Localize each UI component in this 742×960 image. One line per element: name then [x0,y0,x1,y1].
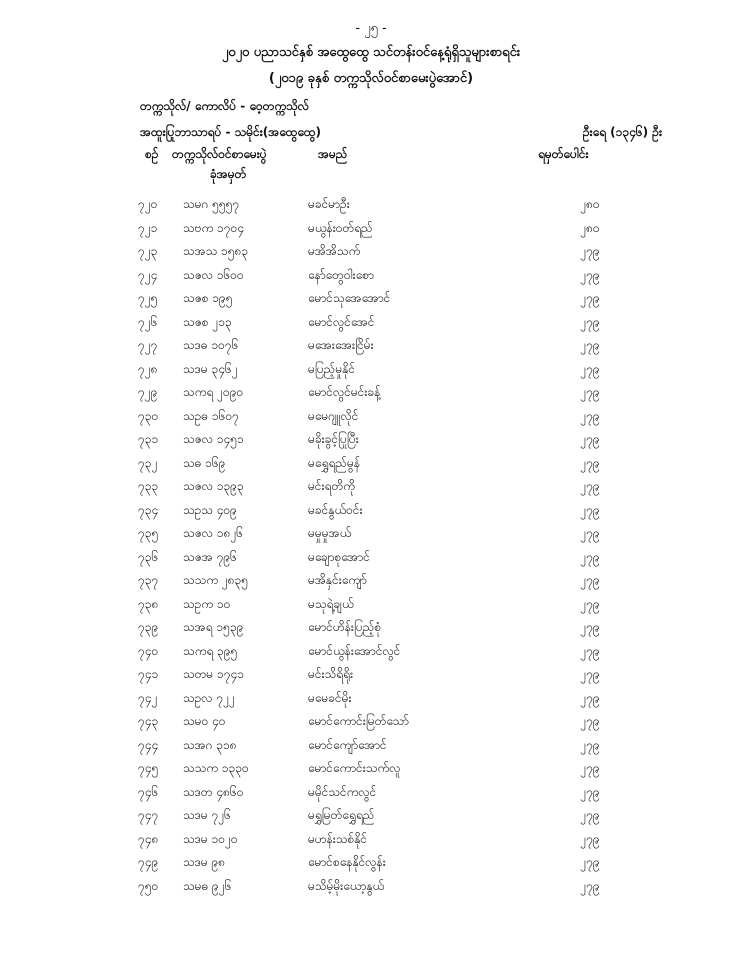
row-number: ၇၃၆ [138,549,159,564]
row-score: ၂၇၉ [580,314,600,329]
row-number: ၇၂၉ [138,385,158,399]
row-score: ၂၇၉ [580,408,600,423]
header-score: ရမှတ်ပေါင်း [538,147,589,161]
row-name: မသိမ့်မိုးယော့နွယ် [308,878,385,893]
row-reg-number: သမဓ ၉၂၆ [183,878,232,893]
row-reg-number: သအသ ၁၅၈၃ [183,244,249,258]
table-row [0,615,742,639]
table-row [0,310,742,334]
row-name: မမေဂျူလိုင် [308,408,359,423]
row-number: ၇၄၂ [138,690,158,705]
row-number: ၇၂၀ [138,197,158,211]
row-name: မင်းရတိကို [308,479,355,493]
row-reg-number: သအရ ၁၅၃၉ [183,620,244,634]
row-reg-number: သဥက ၁၀ [183,596,231,611]
row-score: ၂၇၉ [580,808,600,822]
row-number: ၇၃၁ [138,432,159,446]
row-score: ၂၇၉ [580,479,600,493]
row-reg-number: သသက ၁၃၃၀ [183,761,249,775]
table-row [0,780,742,804]
row-reg-number: သမဝ ၄၀ [183,714,226,728]
row-number: ၇၃၄ [138,502,159,517]
row-name: မရွှေရည်မွန် [308,455,361,470]
row-name: မခင်နွယ်ဝင်း [308,502,363,517]
table-row [0,404,742,428]
row-name: မမေခင်မိုး [308,690,352,705]
table-row [0,380,742,404]
row-score: ၂၇၉ [580,502,600,517]
table-row [0,874,742,898]
row-name: မအိအိသက် [308,244,361,258]
row-name: မောင်လွင်မင်းခန့် [308,385,381,399]
row-number: ၇၃၃ [138,479,159,493]
row-number: ၇၄၅ [138,761,159,775]
row-reg-number: သဇစ ၁၉၅ [183,291,233,305]
row-name: မချောစုအောင် [308,549,370,564]
row-reg-number: သဒမ ၁၀၂၀ [183,831,238,846]
row-score: ၂၇၉ [580,267,600,282]
row-score: ၂၇၉ [580,455,600,470]
row-name: မောင်ကောင်းမြတ်သော် [308,714,409,728]
row-name: မမှုမှုအယ် [308,526,352,540]
row-name: မောင်စနေနိုင်လွန်း [308,855,386,869]
total-count: ဦးရေ (၁၃၄၆) ဦး [582,125,662,139]
row-reg-number: သဇလ ၁၄၅၁ [183,432,244,446]
header-no: စဉ် [145,147,159,161]
row-reg-number: သဒဓ ၁၀၇၆ [183,338,239,352]
table-row [0,427,742,451]
row-reg-number: သကရ ၃၉၅ [183,643,238,658]
row-number: ၇၂၄ [138,267,158,282]
table-row [0,639,742,663]
row-number: ၇၂၅ [138,291,158,305]
row-number: ၇၄၆ [138,784,159,799]
row-name: နော်တွေဝါးစော [308,267,374,282]
row-reg-number: သဥဓ ၁၆၀၇ [183,408,239,423]
row-number: ၇၅၀ [138,878,159,893]
row-score: ၂၇၉ [580,667,600,681]
row-reg-number: သဇလ ၁၆၀၀ [183,267,244,282]
row-score: ၂၇၉ [580,690,600,705]
row-name: မင်းသိရိရိုး [308,667,353,681]
row-number: ၇၄၉ [138,855,159,869]
row-number: ၇၂၃ [138,244,158,258]
row-score: ၂၇၉ [580,338,600,352]
row-reg-number: သဒတ ၄၈၆၀ [183,784,244,799]
row-number: ၇၃၅ [138,526,159,540]
document-subtitle: (၂၀၁၉ ခုနှစ် တက္ကသိုလ်ဝင်စာမေးပွဲအောင်) [268,71,474,86]
table-row [0,592,742,616]
row-score: ၂၇၉ [580,361,600,376]
row-reg-number: သဥလ ၇၂၂ [183,690,235,705]
row-reg-number: သဥသ ၄၀၉ [183,502,237,517]
row-reg-number: သမဂ ၅၅၅၇ [183,197,240,211]
table-row [0,451,742,475]
row-number: ၇၃၇ [138,573,159,587]
row-number: ၇၄၀ [138,643,159,658]
row-reg-number: သတမ ၁၇၄၁ [183,667,244,681]
row-name: မောင်ဟိန်းပြည့်စုံ [308,620,382,634]
row-name: မမိုင်သင်ကလွင် [308,784,377,799]
row-reg-number: သဒမ ၉၈ [183,855,226,869]
row-reg-number: သဒမ ၇၂၆ [183,808,231,822]
row-name: မခင်မာဦး [308,197,350,211]
row-number: ၇၄၇ [138,808,159,822]
major-line: အထူးပြုဘာသာရပ် - သမိုင်း(အထွေထွေ) [140,125,321,139]
row-score: ၂၇၉ [580,549,600,564]
table-row [0,498,742,522]
row-reg-number: သဇစ ၂၁၃ [183,314,232,329]
table-row [0,803,742,827]
row-reg-number: သဇလ ၁၈၂၆ [183,526,244,540]
table-row [0,733,742,757]
header-reg: တက္ကသိုလ်ဝင်စာမေးပွဲ [172,147,267,161]
row-reg-number: သကရ ၂၀၉၀ [183,385,244,399]
row-number: ၇၄၃ [138,714,159,728]
table-row [0,521,742,545]
row-number: ၇၃၂ [138,455,158,470]
row-name: မပြည့်မှုနိုင် [308,361,356,376]
row-reg-number: သအဂ ၃၁၈ [183,737,237,752]
table-row [0,709,742,733]
row-score: ၂၇၉ [580,526,600,540]
row-score: ၂၇၉ [580,620,600,634]
row-reg-number: သဓ ၁၆၉ [183,455,226,470]
row-name: မောင်ကောင်းသက်လူ [308,761,401,775]
row-name: မောင်ကျော်အောင် [308,737,387,752]
row-score: ၂၇၉ [580,573,600,587]
row-name: မရွှမြတ်ရွှေရည် [308,808,375,822]
row-score: ၂၇၉ [580,432,600,446]
table-row [0,756,742,780]
row-score: ၂၇၉ [580,784,600,799]
table-row [0,850,742,874]
table-row [0,474,742,498]
row-reg-number: သဇအ ၇၉၆ [183,549,237,564]
row-name: မောင်လွင်အေင် [308,314,375,329]
row-score: ၂၇၉ [580,761,600,775]
row-name: မဟန်းသစ်နိုင် [308,831,368,846]
row-name: မအိနှင်းကျော် [308,573,367,587]
header-name: အမည် [318,147,348,161]
row-score: ၂၇၉ [580,737,600,752]
header-reg-2: ခုံအမှတ် [210,167,247,181]
table-row [0,333,742,357]
row-number: ၇၃၉ [138,620,159,634]
row-reg-number: သဇလ ၁၃၉၃ [183,479,244,493]
row-score: ၂၇၉ [580,291,600,305]
table-row [0,263,742,287]
table-row [0,239,742,263]
row-number: ၇၃၀ [138,408,159,423]
university-line: တက္ကသိုလ်/ ကောလိပ် - ဝေ့တက္ကသိုလ် [140,99,309,113]
table-row [0,568,742,592]
row-score: ၂၈၀ [580,220,600,235]
row-number: ၇၂၁ [138,220,158,235]
row-score: ၂၇၉ [580,714,600,728]
row-name: မယွန်းဝတ်ရည် [308,220,373,235]
row-name: မအေးအေးငြိမ်း [308,338,374,352]
row-number: ၇၄၄ [138,737,159,752]
row-score: ၂၇၉ [580,596,600,611]
row-name: မောင်သုအေအောင် [308,291,391,305]
row-number: ၇၂၇ [138,338,158,352]
row-number: ၇၄၈ [138,831,159,846]
row-reg-number: သဒမ ၃၄၆၂ [183,361,238,376]
table-row [0,216,742,240]
row-score: ၂၇၉ [580,855,600,869]
table-row [0,286,742,310]
page-number: - ၂၅ - [355,21,387,36]
row-reg-number: သသက ၂၈၃၅ [183,573,249,587]
row-score: ၂၈၀ [580,197,600,211]
document-title: ၂၀၂၀ ပညာသင်နှစ် အထွေထွေ သင်တန်းဝင်နေ့ရုံရှိသူများစာရင်း [221,45,521,60]
row-score: ၂၇၉ [580,244,600,258]
table-row [0,357,742,381]
table-row [0,686,742,710]
table-row [0,545,742,569]
row-score: ၂၇၉ [580,385,600,399]
row-score: ၂၇၉ [580,878,600,893]
row-score: ၂၇၉ [580,643,600,658]
row-number: ၇၄၁ [138,667,159,681]
table-row [0,827,742,851]
results-table [0,192,742,897]
row-name: မောင်ယွန်းအောင်လွင် [308,643,401,658]
table-row [0,662,742,686]
row-name: မခိုးခွင့်ပြုပြီး [308,432,359,446]
row-name: မသုရဲ့ချယ် [308,596,354,611]
row-number: ၇၃၈ [138,596,159,611]
row-number: ၇၂၆ [138,314,158,329]
table-row [0,192,742,216]
row-reg-number: သဗက ၁၇၀၄ [183,220,245,235]
row-score: ၂၇၉ [580,831,600,846]
row-number: ၇၂၈ [138,361,158,376]
